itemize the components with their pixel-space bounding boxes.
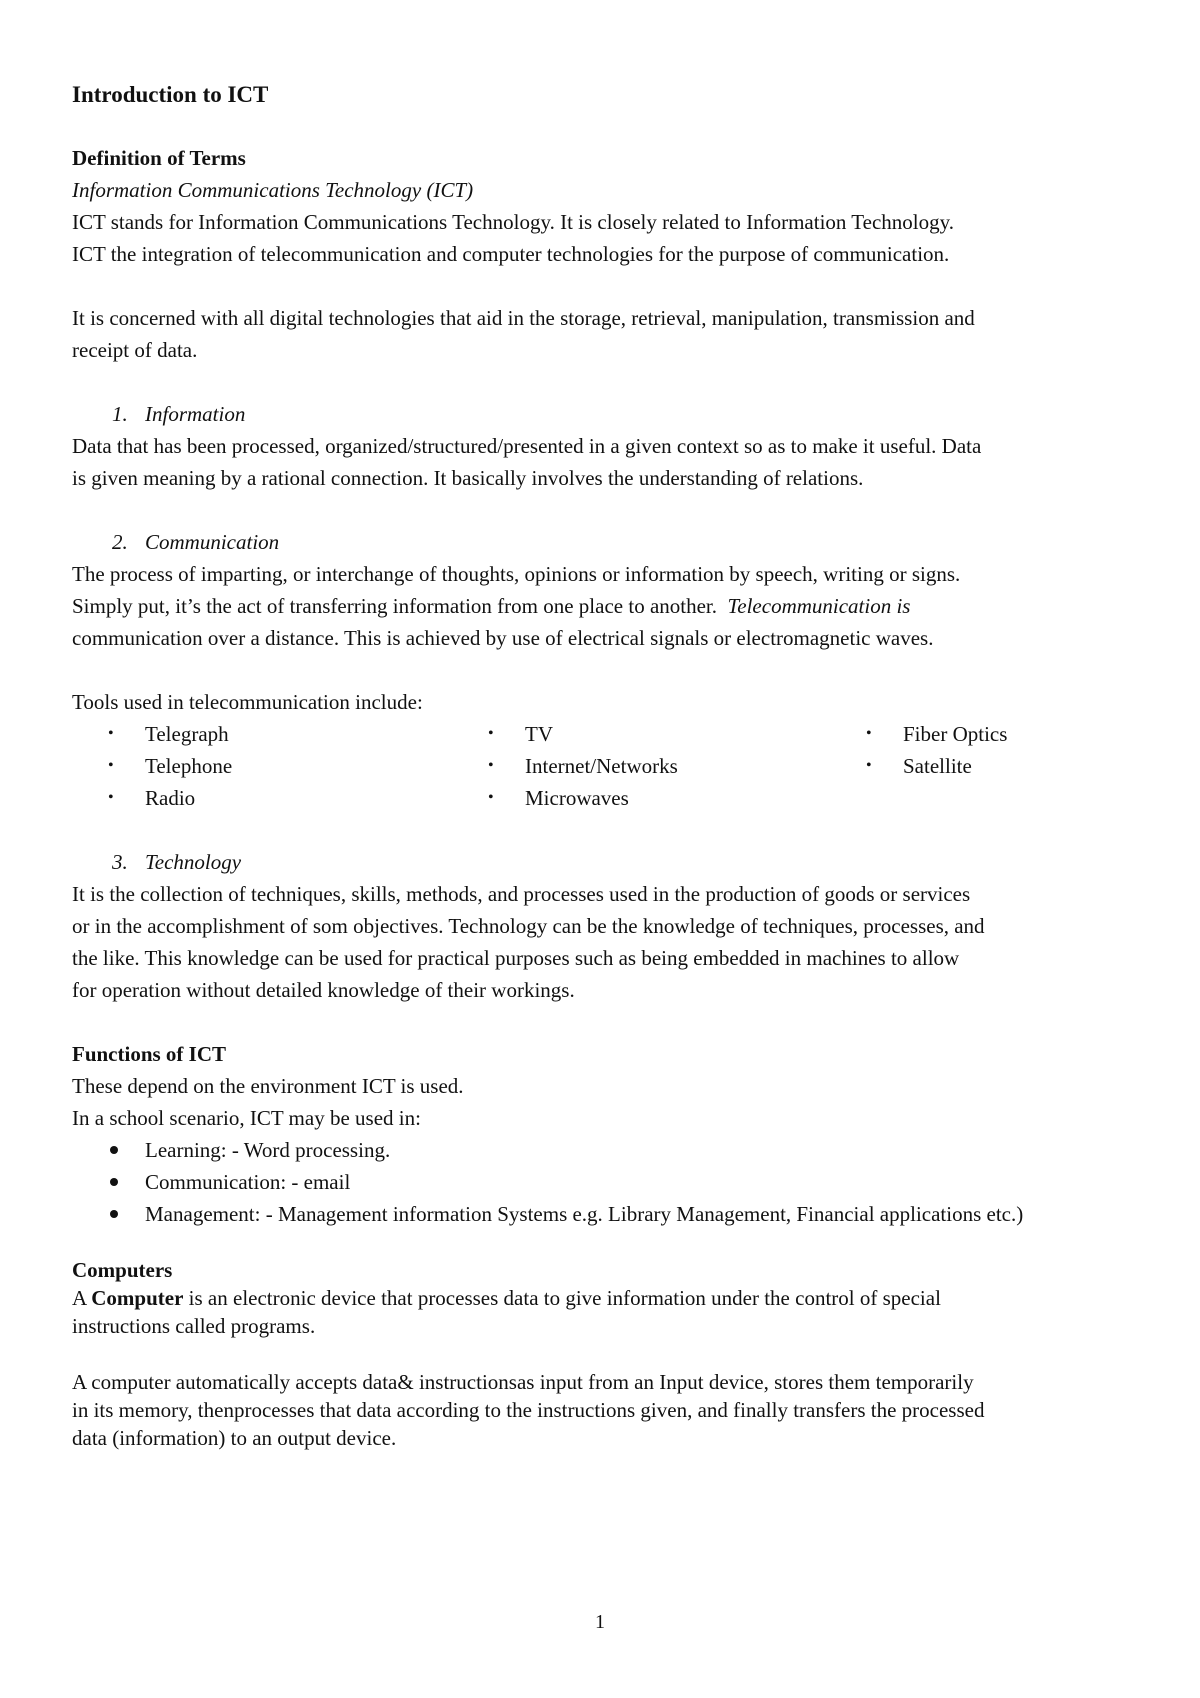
tools-column-1 [72,718,452,814]
list-item [72,1198,1132,1230]
document-title: Introduction to ICT [72,82,269,107]
list-item [452,782,830,814]
tool-label: Internet/Networks [525,754,678,778]
bullet-icon: • [108,757,114,774]
tools-list [72,718,1132,814]
communication-line [72,590,1132,622]
concern-paragraph-line: It is concerned with all digital technologies that aid in the storage, retrieval, manipulation, transmission and [72,306,975,330]
tool-label: Fiber Optics [903,722,1008,746]
computer-term: Computer [91,1286,184,1310]
communication-line: communication over a distance. This is achieved by use of electrical signals or electromagnetic waves. [72,626,934,650]
list-item [72,1134,1132,1166]
bullet-icon: • [488,725,494,742]
bullet-icon [72,1134,145,1166]
technology-number: 3. [112,850,128,874]
bullet-icon: • [108,789,114,806]
computer-operation-line: A computer automatically accepts data& instructionsas input from an Input device, stores them temporarily [72,1370,974,1394]
telecommunication-term: Telecommunication is [727,594,911,618]
ict-paragraph-line: ICT the integration of telecommunication and computer technologies for the purpose of communication. [72,242,950,266]
computers-heading: Computers [72,1258,173,1282]
information-line: is given meaning by a rational connection. It basically involves the understanding of relations. [72,466,864,490]
function-label: Management: - Management information Systems e.g. Library Management, Financial applications etc.) [145,1202,1024,1226]
list-item [72,782,452,814]
computer-operation-line: in its memory, thenprocesses that data according to the instructions given, and finally transfers the processed [72,1398,985,1422]
ict-paragraph-line: ICT stands for Information Communications Technology. It is closely related to Information Technology. [72,210,954,234]
list-item [452,718,830,750]
information-heading [72,398,1132,430]
technology-line: or in the accomplishment of som objectives. Technology can be the knowledge of techniques, processes, and [72,914,985,938]
document-page [72,78,1132,1452]
definition-prefix: A [72,1286,92,1310]
function-label: Learning: - Word processing. [145,1138,391,1162]
tool-label: TV [525,722,553,746]
tools-column-2 [452,718,830,814]
tool-label: Telephone [145,754,233,778]
tools-column-3 [830,718,1130,814]
technology-heading [72,846,1132,878]
technology-line: for operation without detailed knowledge of their workings. [72,978,575,1002]
information-label: Information [145,402,246,426]
functions-heading: Functions of ICT [72,1042,227,1066]
technology-label: Technology [145,850,242,874]
communication-label: Communication [145,530,280,554]
communication-heading [72,526,1132,558]
computer-definition-line [72,1284,1132,1312]
list-item [830,718,1130,750]
functions-line: In a school scenario, ICT may be used in: [72,1106,421,1130]
computer-definition-line: instructions called programs. [72,1314,316,1338]
tool-label: Radio [145,786,196,810]
functions-list [72,1134,1132,1230]
concern-paragraph-line: receipt of data. [72,338,198,362]
tool-label: Satellite [903,754,972,778]
communication-line: The process of imparting, or interchange of thoughts, opinions or information by speech, writing or signs. [72,562,961,586]
list-item [72,750,452,782]
function-label: Communication: - email [145,1170,351,1194]
bullet-icon: • [488,789,494,806]
functions-line: These depend on the environment ICT is used. [72,1074,464,1098]
list-item [72,1166,1132,1198]
definition-heading: Definition of Terms [72,146,246,170]
communication-line-text: Simply put, it’s the act of transferring information from one place to another. [72,594,728,618]
bullet-icon [72,1198,145,1230]
bullet-icon [72,1166,145,1198]
technology-line: It is the collection of techniques, skills, methods, and processes used in the production of goods or services [72,882,971,906]
bullet-icon: • [866,757,872,774]
list-item [72,718,452,750]
tools-intro: Tools used in telecommunication include: [72,690,423,714]
definition-text: is an electronic device that processes data to give information under the control of special [183,1286,941,1310]
list-item [452,750,830,782]
computer-operation-line: data (information) to an output device. [72,1426,397,1450]
bullet-icon: • [866,725,872,742]
list-item [830,750,1130,782]
tool-label: Telegraph [145,722,229,746]
ict-term: Information Communications Technology (ICT) [72,178,474,202]
page-number: 1 [595,1611,605,1633]
communication-number: 2. [112,530,128,554]
technology-line: the like. This knowledge can be used for practical purposes such as being embedded in machines to allow [72,946,960,970]
tool-label: Microwaves [525,786,629,810]
information-number: 1. [112,402,128,426]
bullet-icon: • [488,757,494,774]
bullet-icon: • [108,725,114,742]
information-line: Data that has been processed, organized/structured/presented in a given context so as to make it useful. Data [72,434,982,458]
